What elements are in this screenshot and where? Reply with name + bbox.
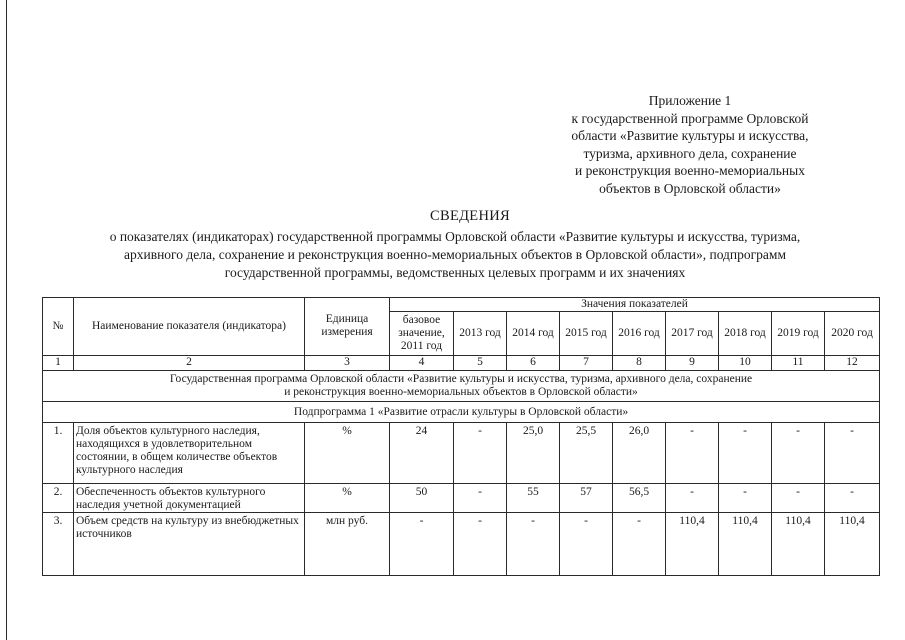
column-number: 4	[390, 355, 454, 370]
appendix-block	[540, 92, 840, 197]
row-value: -	[454, 513, 507, 576]
row-unit: %	[305, 483, 390, 512]
appendix-line: и реконструкция военно-мемориальных	[575, 163, 805, 178]
appendix-line: туризма, архивного дела, сохранение	[583, 145, 797, 161]
column-number: 7	[560, 355, 613, 370]
column-number: 3	[305, 355, 390, 370]
row-value: -	[560, 513, 613, 576]
header-year: 2017 год	[666, 312, 719, 356]
row-value: 25,5	[560, 422, 613, 483]
column-number: 8	[613, 355, 666, 370]
program-title-line: и реконструкция военно-мемориальных объектов в Орловской области»	[284, 386, 638, 399]
row-value: -	[390, 513, 454, 576]
row-name: Объем средств на культуру из внебюджетных источников	[74, 513, 305, 576]
header-unit: Единица измерения	[305, 298, 390, 356]
row-value: -	[719, 483, 772, 512]
row-value: -	[772, 483, 825, 512]
table-row	[43, 483, 880, 512]
row-value: -	[454, 483, 507, 512]
column-number: 9	[666, 355, 719, 370]
header-year: 2018 год	[719, 312, 772, 356]
subprogram-title-row: Подпрограмма 1 «Развитие отрасли культуры в Орловской области»	[43, 402, 880, 422]
header-num: №	[43, 298, 74, 356]
row-value: 55	[507, 483, 560, 512]
column-number: 11	[772, 355, 825, 370]
row-num: 2.	[43, 483, 74, 512]
document-heading: СВЕДЕНИЯ	[430, 208, 510, 224]
row-value: -	[825, 483, 880, 512]
row-value: -	[666, 483, 719, 512]
row-unit: %	[305, 422, 390, 483]
header-values-group: Значения показателей	[390, 298, 880, 312]
row-value: 110,4	[719, 513, 772, 576]
table-row	[43, 513, 880, 576]
row-name: Обеспеченность объектов культурного наследия учетной документацией	[74, 483, 305, 512]
table-row	[43, 422, 880, 483]
column-number: 12	[825, 355, 880, 370]
program-title-line: Государственная программа Орловской области «Развитие культуры и искусства, туризма, архивного дела, сохранение	[169, 373, 753, 386]
appendix-line: Приложение 1	[648, 93, 732, 108]
indicators-table	[42, 297, 880, 576]
column-number: 2	[74, 355, 305, 370]
header-year: 2015 год	[560, 312, 613, 356]
header-year: 2016 год	[613, 312, 666, 356]
subheading-line: государственной программы, ведомственных целевых программ и их значениях	[224, 265, 686, 280]
row-value: 25,0	[507, 422, 560, 483]
row-value: -	[719, 422, 772, 483]
row-value: -	[613, 513, 666, 576]
column-number: 5	[454, 355, 507, 370]
row-value: 26,0	[613, 422, 666, 483]
document-subheading	[55, 228, 855, 282]
header-year: 2019 год	[772, 312, 825, 356]
row-unit: млн руб.	[305, 513, 390, 576]
row-value: -	[772, 422, 825, 483]
row-value: 110,4	[666, 513, 719, 576]
column-number: 10	[719, 355, 772, 370]
row-value: -	[454, 422, 507, 483]
row-num: 3.	[43, 513, 74, 576]
column-number: 1	[43, 355, 74, 370]
row-value: 110,4	[772, 513, 825, 576]
program-title-row	[43, 371, 880, 402]
appendix-line: к государственной программе Орловской	[571, 110, 809, 126]
row-num: 1.	[43, 422, 74, 483]
row-name: Доля объектов культурного наследия, находящихся в удовлетворительном состоянии, в общем количестве объектов культурного наследия	[74, 422, 305, 483]
scan-edge-line	[6, 0, 7, 640]
header-name: Наименование показателя (индикатора)	[74, 298, 305, 356]
row-value: -	[666, 422, 719, 483]
row-value: -	[507, 513, 560, 576]
subheading-line: о показателях (индикаторах) государственной программы Орловской области «Развитие культуры и искусства, туризма,	[109, 229, 801, 244]
header-base-value: базовое значение, 2011 год	[390, 312, 454, 356]
subheading-line: архивного дела, сохранение и реконструкция военно-мемориальных объектов в Орловской области», подпрограмм	[123, 247, 787, 262]
header-year: 2014 год	[507, 312, 560, 356]
header-year: 2020 год	[825, 312, 880, 356]
row-value: 24	[390, 422, 454, 483]
row-value: 110,4	[825, 513, 880, 576]
row-value: 56,5	[613, 483, 666, 512]
appendix-line: объектов в Орловской области»	[599, 180, 781, 196]
column-number: 6	[507, 355, 560, 370]
row-value: -	[825, 422, 880, 483]
row-value: 57	[560, 483, 613, 512]
row-value: 50	[390, 483, 454, 512]
appendix-line: области «Развитие культуры и искусства,	[571, 128, 809, 143]
header-year: 2013 год	[454, 312, 507, 356]
